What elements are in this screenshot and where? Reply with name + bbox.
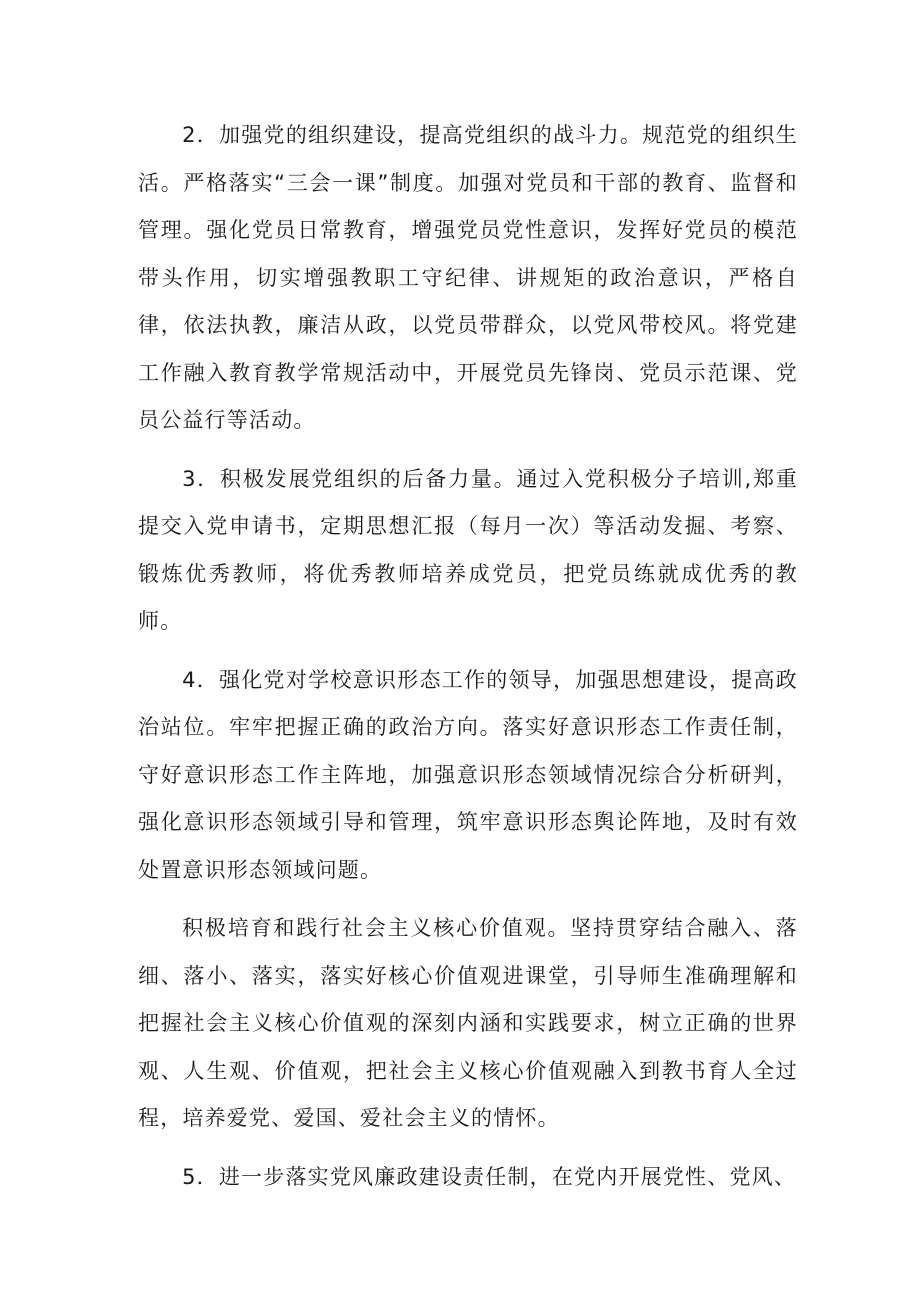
paragraph-item-5: 5．进一步落实党风廉政建设责任制，在党内开展党性、党风、 (182, 1164, 797, 1189)
paragraph-item-3: 3．积极发展党组织的后备力量。通过入党积极分子培训,郑重提交入党申请书，定期思想汇报（每月一次）等活动发掘、考察、锻炼优秀教师，将优秀教师培养成党员，把党员练就成优秀的教师。 (138, 466, 798, 633)
paragraph-item-4: 4．强化党对学校意识形态工作的领导，加强思想建设，提高政治站位。牢牢把握正确的政治方向。落实好意识形态工作责任制，守好意识形态工作主阵地，加强意识形态领域情况综合分析研判，强化意识形态领域引导和管理，筑牢意识形态舆论阵地，及时有效处置意识形态领域问题。 (138, 667, 798, 882)
paragraph-item-2: 2．加强党的组织建设，提高党组织的战斗力。规范党的组织生活。严格落实“三会一课”制度。加强对党员和干部的教育、监督和管理。强化党员日常教育，增强党员党性意识，发挥好党员的模范带头作用，切实增强教职工守纪律、讲规矩的政治意识，严格自律，依法执教，廉洁从政，以党员带群众，以党风带校风。将党建工作融入教育教学常规活动中，开展党员先锋岗、党员示范课、党员公益行等活动。 (138, 123, 798, 432)
paragraph-core-values: 积极培育和践行社会主义核心价值观。坚持贯穿结合融入、落细、落小、落实，落实好核心价值观进课堂，引导师生准确理解和把握社会主义核心价值观的深刻内涵和实践要求，树立正确的世界观、人生观、价值观，把社会主义核心价值观融入到教书育人全过程，培养爱党、爱国、爱社会主义的情怀。 (138, 916, 798, 1130)
document-body (138, 112, 798, 1212)
